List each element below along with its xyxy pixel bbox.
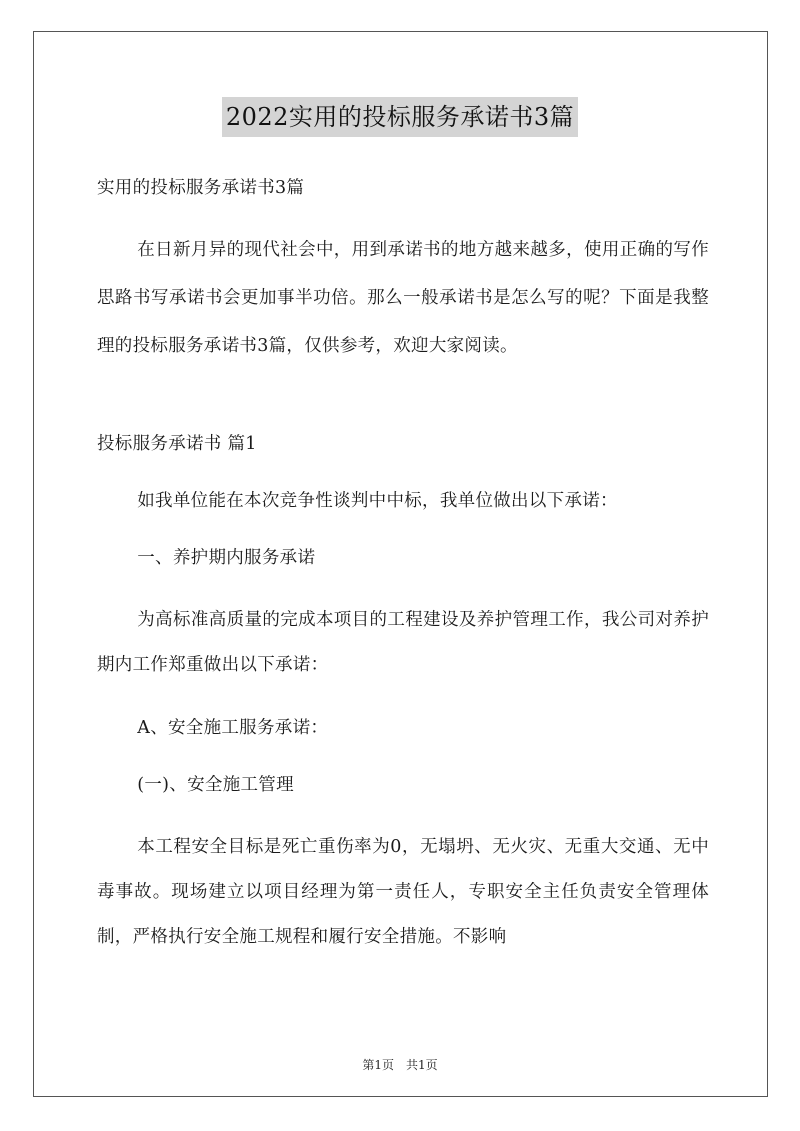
page-footer bbox=[0, 1056, 800, 1073]
body-paragraph-3: 为高标准高质量的完成本项目的工程建设及养护管理工作，我公司对养护期内工作郑重做出以下承诺： bbox=[97, 610, 709, 675]
body-paragraph-1: 如我单位能在本次竞争性谈判中中标，我单位做出以下承诺： bbox=[137, 491, 618, 511]
body-paragraph-2: 一、养护期内服务承诺 bbox=[137, 548, 316, 568]
document-body bbox=[97, 171, 709, 960]
section-heading: 投标服务承诺书 篇1 bbox=[97, 434, 257, 454]
page-indicator: 第1页 共1页 bbox=[362, 1058, 438, 1072]
body-paragraph-6: 本工程安全目标是死亡重伤率为0，无塌坍、无火灾、无重大交通、无中毒事故。现场建立以项目经理为第一责任人，专职安全主任负责安全管理体制，严格执行安全施工规程和履行安全措施。不影响 bbox=[97, 837, 709, 947]
document-title: 2022实用的投标服务承诺书3篇 bbox=[222, 97, 578, 137]
title-container bbox=[0, 97, 800, 137]
document-subtitle: 实用的投标服务承诺书3篇 bbox=[97, 178, 305, 198]
intro-paragraph: 在日新月异的现代社会中，用到承诺书的地方越来越多，使用正确的写作思路书写承诺书会更加事半功倍。那么一般承诺书是怎么写的呢？下面是我整理的投标服务承诺书3篇，仅供参考，欢迎大家阅读。 bbox=[97, 240, 709, 356]
body-paragraph-4: A、安全施工服务承诺： bbox=[137, 718, 329, 738]
body-paragraph-5: (一)、安全施工管理 bbox=[137, 775, 294, 795]
